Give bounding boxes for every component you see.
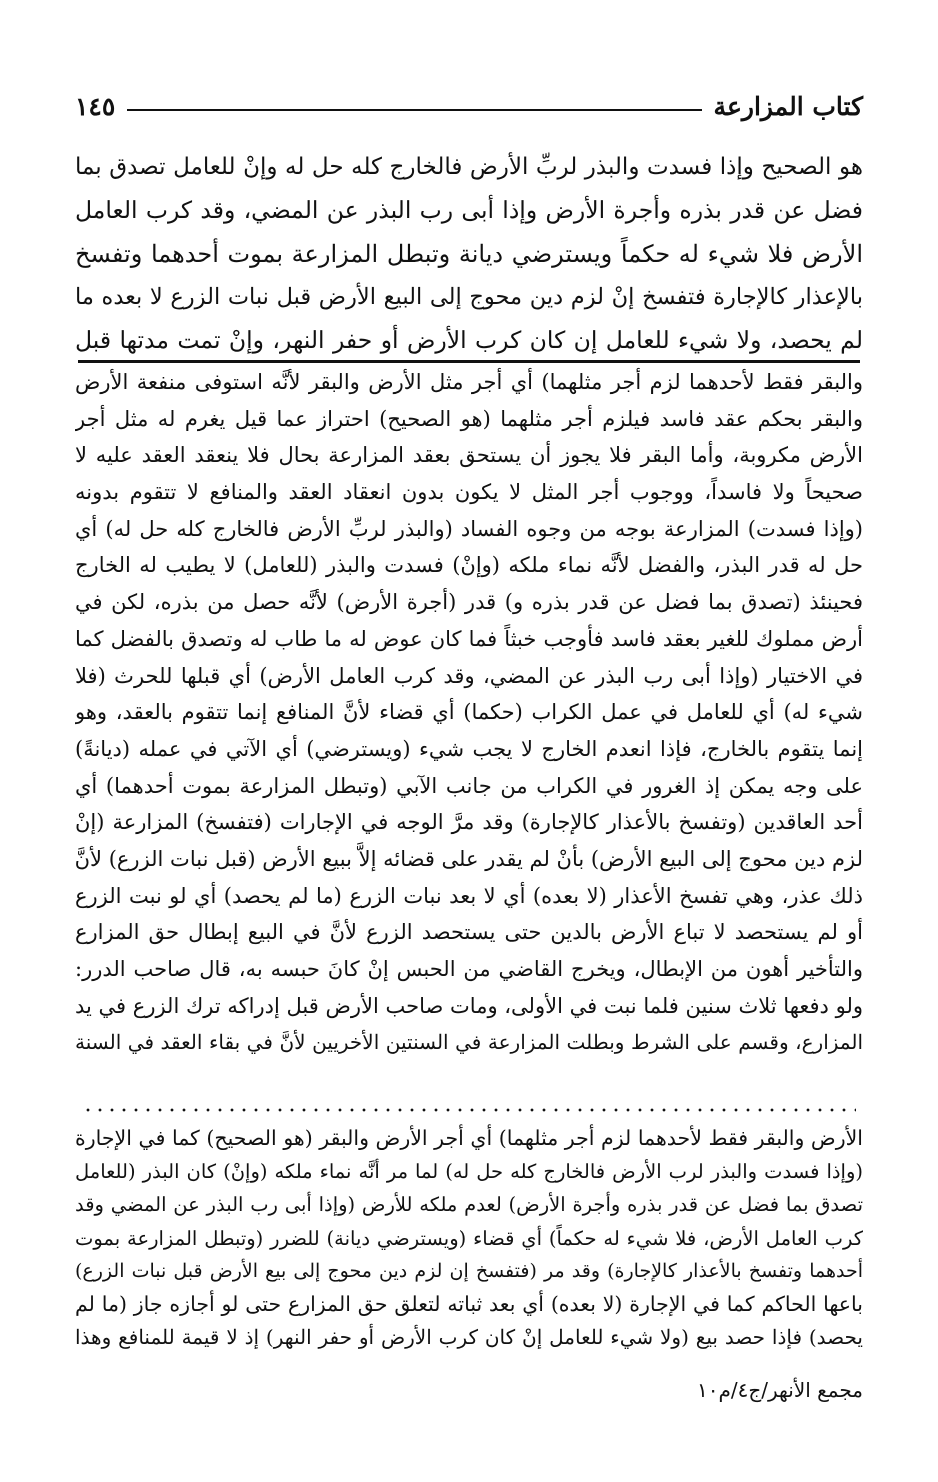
commentary-line: أو لم يستحصد لا تباع الأرض بالدين حتى يستحصد الزرع لأنَّ في البيع إبطال حق المزارع [75, 920, 863, 945]
commentary-line: كرب العامل الأرض، فلا شيء له حكماً) أي قضاء (ويسترضي ديانة) للضرر (وتبطل المزارعة بموت [75, 1226, 863, 1250]
commentary-line: فحينئذ (تصدق بما فضل عن قدر بذره و) قدر (أجرة الأرض) لأنَّه حصل من بذره، لكن في [75, 590, 863, 615]
commentary-line: يحصد) فإذا حصد بيع (ولا شيء للعامل إنْ كان كرب الأرض أو حفر النهر) إذ لا قيمة للمنافع وهذا [75, 1325, 863, 1350]
commentary-line: والبقر بحكم عقد فاسد فيلزم أجر مثلهما (هو الصحيح) احتراز عما قيل يغرم له مثل أجر [75, 406, 863, 431]
commentary-line: في الاختيار (وإذا أبى رب البذر عن المضي، وقد كرب العامل الأرض) أي قبلها للحرث (فلا [75, 663, 863, 688]
main-line: فضل عن قدر بذره وأجرة الأرض وإذا أبى رب البذر عن المضي، وقد كرب العامل [75, 196, 863, 225]
commentary-line: (وإذا فسدت والبذر لرب الأرض فالخارج كله حل له) لما مر أنَّه نماء ملكه (وإنْ) كان البذر (للعامل [75, 1160, 863, 1184]
commentary-line: ذلك عذر، وهي تفسخ الأعذار (لا بعده) أي لا بعد نبات الزرع (ما لم يحصد) أي لو نبت الزرع [75, 883, 863, 908]
chapter-title: كتاب المزارعة [713, 91, 863, 121]
signature-mark: مجمع الأنهر/ج٤/م١٠ [697, 1378, 863, 1402]
header-rule [127, 109, 701, 111]
main-line: الأرض فلا شيء له حكماً ويسترضي ديانة وتبطل المزارعة بموت أحدهما وتفسخ [75, 239, 863, 268]
main-line: بالإعذار كالإجارة فتفسخ إنْ لزم دين محوج إلى البيع الأرض قبل نبات الزرع لا بعده ما [75, 283, 863, 310]
running-header [75, 86, 863, 126]
main-text [75, 146, 863, 362]
commentary-line: المزارع، وقسم على الشرط وبطلت المزارعة في السنتين الأخريين لأنَّ في بقاء العقد في السنة [75, 1030, 863, 1055]
commentary-line: تصدق بما فضل عن قدر بذره وأجرة الأرض) لعدم ملكه للأرض (وإذا أبى رب البذر عن المضي وقد [75, 1193, 863, 1217]
commentary-line: (وإذا فسدت) المزارعة بوجه من وجوه الفساد (والبذر لربِّ الأرض فالخارج كله حل له) أي [75, 516, 863, 541]
section-divider [78, 360, 860, 363]
commentary-line: أرض مملوك للغير بعقد فاسد فأوجب خبثاً فما كان عوض له ما طاب له وتصدق بالفضل كما [75, 626, 863, 651]
commentary-line: صحيحاً ولا فاسداً، ووجوب أجر المثل لا يكون بدون انعقاد العقد والمنافع لا تتقوم بدونه [75, 480, 863, 505]
commentary-line: أحد العاقدين (وتفسخ بالأعذار كالإجارة) وقد مرَّ الوجه في الإجارات (فتفسخ) المزارعة (إنْ [75, 810, 863, 835]
dotted-separator [82, 1108, 856, 1112]
commentary-line: والبقر فقط لأحدهما لزم أجر مثلهما) أي أجر مثل الأرض والبقر لأنَّه استوفى منفعة الأرض [75, 370, 863, 394]
commentary-first [75, 364, 863, 1061]
commentary-line: لزم دين محوج إلى البيع الأرض) بأنْ لم يقدر على قضائه إلاَّ ببيع الأرض (قبل نبات الزرع) لأنَّ [75, 846, 863, 871]
commentary-line: ولو دفعها ثلاث سنين فلما نبت في الأولى، ومات صاحب الأرض قبل إدراكه ترك الزرع في يد [75, 993, 863, 1018]
commentary-line: إنما يتقوم بالخارج، فإذا انعدم الخارج لا يجب شيء (ويسترضي) أي الآتي في عمله (ديانةً) [75, 736, 863, 761]
commentary-line: شيء له) أي للعامل في عمل الكراب (حكما) أي قضاء لأنَّ المنافع إنما تتقوم بالعقد، وهو [75, 700, 863, 725]
page-number: ١٤٥ [75, 91, 116, 121]
commentary-line: الأرض مكروبة، وأما البقر فلا يجوز أن يستحق بعقد المزارعة بحال فلا ينعقد العقد عليه لا [75, 443, 863, 468]
commentary-line: والتأخير أهون من الإبطال، ويخرج القاضي من الحبس إنْ كانَ حبسه به، قال صاحب الدرر: [75, 957, 863, 981]
commentary-line: حل له قدر البذر، والفضل لأنَّه نماء ملكه (وإنْ) فسدت والبذر (للعامل) لا يطيب له الخارج [75, 553, 863, 578]
commentary-second [75, 1122, 863, 1354]
commentary-line: على وجه يمكن إذ الغرور في الكراب من جانب الآبي (وتبطل المزارعة بموت أحدهما) أي [75, 773, 863, 798]
commentary-line: باعها الحاكم كما في الإجارة (لا بعده) أي بعد ثباته لتعلق حق المزارع حتى لو أجازه جاز (ما لم [75, 1291, 863, 1316]
commentary-line: أحدهما وتفسخ بالأعذار كالإجارة) وقد مر (فتفسخ إن لزم دين محوج إلى بيع الأرض قبل نبات الزرع) [75, 1259, 863, 1282]
commentary-line: الأرض والبقر فقط لأحدهما لزم أجر مثلهما) أي أجر الأرض والبقر (هو الصحيح) كما في الإجارة [75, 1126, 863, 1150]
main-line: هو الصحيح وإذا فسدت والبذر لربِّ الأرض فالخارج كله حل له وإنْ للعامل تصدق بما [75, 154, 863, 180]
main-line: لم يحصد، ولا شيء للعامل إن كان كرب الأرض أو حفر النهر، وإنْ تمت مدتها قبل [75, 326, 863, 355]
